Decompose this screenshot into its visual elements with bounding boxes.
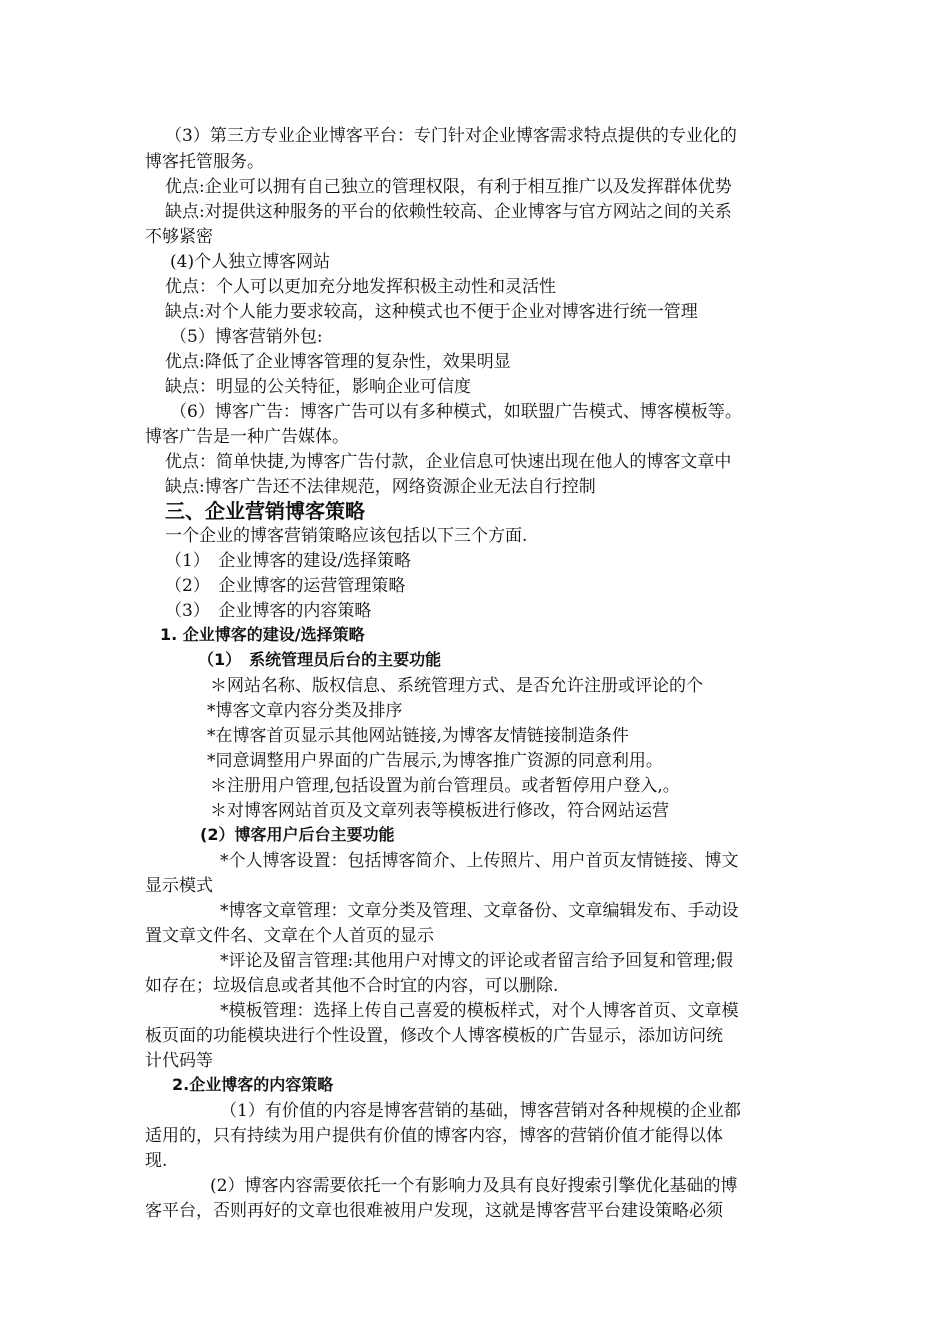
text-line: （3）第三方专业企业博客平台：专门针对企业博客需求特点提供的专业化的 <box>165 126 737 146</box>
text-line: 缺点:对个人能力要求较高，这种模式也不便于企业对博客进行统一管理 <box>165 302 698 322</box>
text-line: *评论及留言管理:其他用户对博文的评论或者留言给予回复和管理;假 <box>220 951 733 971</box>
text-line: 博客托管服务。 <box>145 152 264 172</box>
text-line: （6）博客广告：博客广告可以有多种模式，如联盟广告模式、博客模板等。 <box>170 402 742 422</box>
text-line: 如存在；垃圾信息或者其他不合时宜的内容，可以删除. <box>145 976 559 996</box>
text-line: 优点：简单快捷,为博客广告付款，企业信息可快速出现在他人的博客文章中 <box>165 452 732 472</box>
subsection-heading: 2.企业博客的内容策略 <box>172 1075 334 1094</box>
text-line: 缺点:博客广告还不法律规范，网络资源企业无法自行控制 <box>165 477 596 497</box>
text-line: 缺点：明显的公关特征，影响企业可信度 <box>165 377 471 397</box>
text-line: *在博客首页显示其他网站链接,为博客友情链接制造条件 <box>207 726 629 746</box>
text-line: (2）博客内容需要依托一个有影响力及具有良好搜索引擎优化基础的博 <box>210 1176 738 1196</box>
text-line: 博客广告是一种广告媒体。 <box>145 427 349 447</box>
text-line: *博客文章管理：文章分类及管理、文章备份、文章编辑发布、手动设 <box>220 901 739 921</box>
list-item: （1） 企业博客的建设/选择策略 <box>165 551 412 571</box>
text-line: ＊注册用户管理,包括设置为前台管理员。或者暂停用户登入,。 <box>210 776 680 796</box>
subsection-heading: 1. 企业博客的建设/选择策略 <box>160 625 365 644</box>
subsection-heading: (2）博客用户后台主要功能 <box>200 825 395 844</box>
text-line: *模板管理：选择上传自己喜爱的模板样式，对个人博客首页、文章模 <box>220 1001 739 1021</box>
text-line: 一个企业的博客营销策略应该包括以下三个方面. <box>165 526 528 546</box>
text-line: 优点:企业可以拥有自己独立的管理权限，有利于相互推广以及发挥群体优势 <box>165 177 732 197</box>
subsection-heading: （1） 系统管理员后台的主要功能 <box>198 650 442 669</box>
text-line: 板页面的功能模块进行个性设置，修改个人博客模板的广告显示，添加访问统 <box>145 1026 723 1046</box>
text-line: 客平台，否则再好的文章也很难被用户发现，这就是博客营平台建设策略必须 <box>145 1201 723 1221</box>
text-line: 置文章文件名、文章在个人首页的显示 <box>145 926 434 946</box>
text-line: 缺点:对提供这种服务的平台的依赖性较高、企业博客与官方网站之间的关系 <box>165 202 732 222</box>
text-line: *博客文章内容分类及排序 <box>207 701 403 721</box>
section-heading: 三、企业营销博客策略 <box>165 499 365 523</box>
text-line: ＊对博客网站首页及文章列表等模板进行修改，符合网站运营 <box>210 801 669 821</box>
text-line: 优点:降低了企业博客管理的复杂性，效果明显 <box>165 352 511 372</box>
text-line: *个人博客设置：包括博客简介、上传照片、用户首页友情链接、博文 <box>220 851 739 871</box>
text-line: 不够紧密 <box>145 227 213 247</box>
text-line: （1）有价值的内容是博客营销的基础，博客营销对各种规模的企业都 <box>220 1101 741 1121</box>
text-line: *同意调整用户界面的广告展示,为博客推广资源的同意利用。 <box>207 751 663 771</box>
text-line: 适用的，只有持续为用户提供有价值的博客内容，博客的营销价值才能得以体 <box>145 1126 723 1146</box>
text-line: 优点：个人可以更加充分地发挥积极主动性和灵活性 <box>165 277 556 297</box>
text-line: 计代码等 <box>145 1051 213 1071</box>
text-line: 现. <box>145 1151 168 1171</box>
text-line: （5）博客营销外包: <box>170 327 323 347</box>
text-line: 显示模式 <box>145 876 213 896</box>
list-item: （3） 企业博客的内容策略 <box>165 601 372 621</box>
text-line: ＊网站名称、版权信息、系统管理方式、是否允许注册或评论的个 <box>210 676 703 696</box>
list-item: （2） 企业博客的运营管理策略 <box>165 576 406 596</box>
text-line: (4)个人独立博客网站 <box>170 252 331 272</box>
